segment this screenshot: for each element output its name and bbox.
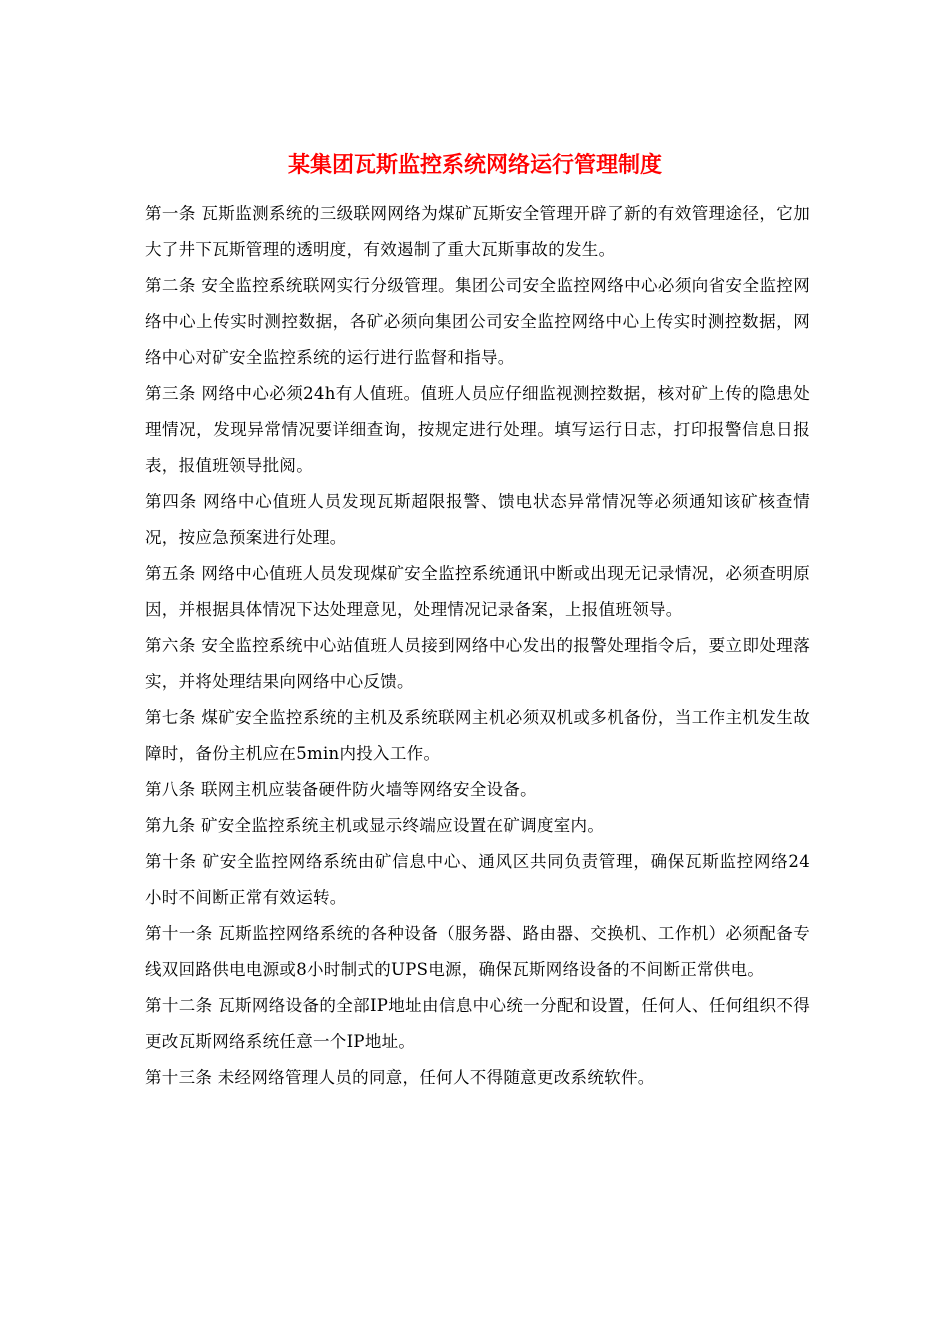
article-11: 第十一条 瓦斯监控网络系统的各种设备（服务器、路由器、交换机、工作机）必须配备专线双回路供电电源或8小时制式的UPS电源，确保瓦斯网络设备的不间断正常供电。 (145, 924, 810, 979)
article-5: 第五条 网络中心值班人员发现煤矿安全监控系统通讯中断或出现无记录情况，必须查明原因，并根据具体情况下达处理意见，处理情况记录备案，上报值班领导。 (145, 564, 810, 619)
document-title: 某集团瓦斯监控系统网络运行管理制度 (287, 152, 662, 178)
document-body (145, 196, 810, 1096)
article-6: 第六条 安全监控系统中心站值班人员接到网络中心发出的报警处理指令后，要立即处理落实，并将处理结果向网络中心反馈。 (145, 636, 810, 691)
article-9: 第九条 矿安全监控系统主机或显示终端应设置在矿调度室内。 (145, 816, 605, 835)
article-3: 第三条 网络中心必须24h有人值班。值班人员应仔细监视测控数据，核对矿上传的隐患处理情况，发现异常情况要详细查询，按规定进行处理。填写运行日志，打印报警信息日报表，报值班领导批阅。 (145, 384, 810, 475)
article-4: 第四条 网络中心值班人员发现瓦斯超限报警、馈电状态异常情况等必须通知该矿核查情况，按应急预案进行处理。 (145, 492, 810, 547)
article-1: 第一条 瓦斯监测系统的三级联网网络为煤矿瓦斯安全管理开辟了新的有效管理途径，它加大了井下瓦斯管理的透明度，有效遏制了重大瓦斯事故的发生。 (145, 204, 810, 259)
article-2: 第二条 安全监控系统联网实行分级管理。集团公司安全监控网络中心必须向省安全监控网络中心上传实时测控数据，各矿必须向集团公司安全监控网络中心上传实时测控数据，网络中心对矿安全监控系统的运行进行监督和指导。 (145, 276, 810, 367)
article-13: 第十三条 未经网络管理人员的同意，任何人不得随意更改系统软件。 (145, 1068, 655, 1087)
article-10: 第十条 矿安全监控网络系统由矿信息中心、通风区共同负责管理，确保瓦斯监控网络24小时不间断正常有效运转。 (145, 852, 810, 907)
article-7: 第七条 煤矿安全监控系统的主机及系统联网主机必须双机或多机备份，当工作主机发生故障时，备份主机应在5min内投入工作。 (145, 708, 810, 763)
article-12: 第十二条 瓦斯网络设备的全部IP地址由信息中心统一分配和设置，任何人、任何组织不得更改瓦斯网络系统任意一个IP地址。 (145, 996, 810, 1051)
article-8: 第八条 联网主机应装备硬件防火墙等网络安全设备。 (145, 780, 537, 799)
